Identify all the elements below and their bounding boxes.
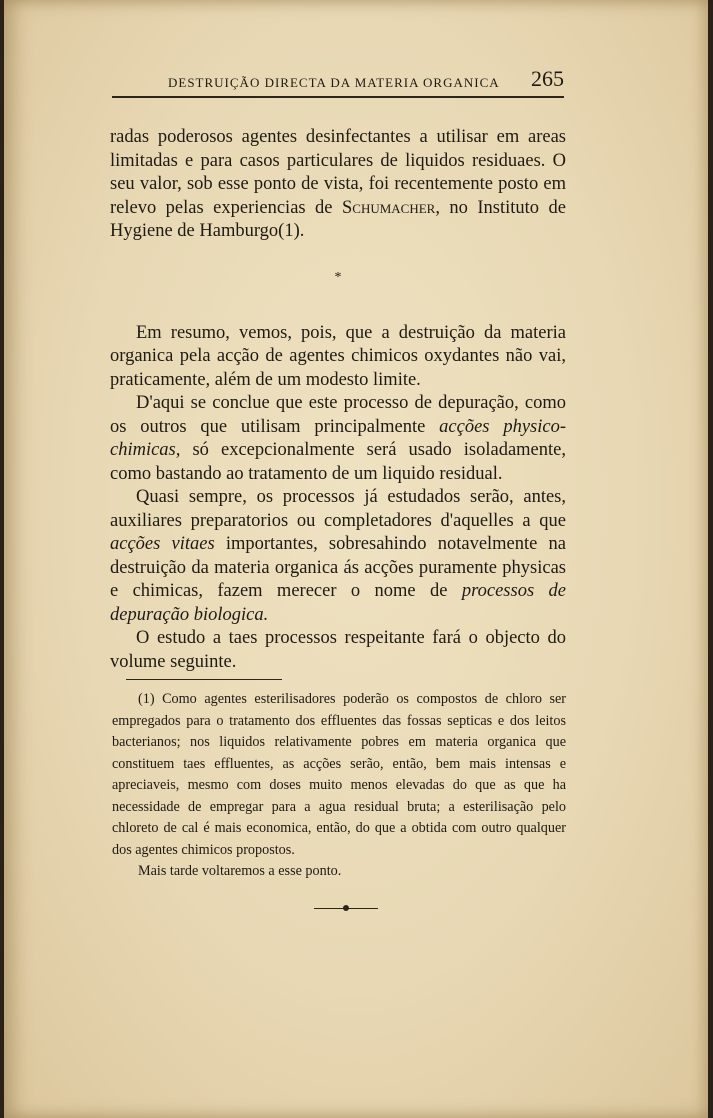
paragraph-text: radas poderosos agentes desinfectantes a utilisar em areas limitadas e para casos particulares de liquidos residuaes. O seu valor, sob esse ponto de vista, foi recentemente posto em relevo pelas experiencias de — [110, 127, 566, 218]
paragraph-conclusion — [110, 392, 566, 486]
paragraph-text: , no Instituto de Hygiene de Hamburgo(1). — [110, 197, 566, 241]
footnote-1: (1) Como agentes esterilisadores poderão os compostos de chloro ser empregados para o tratamento dos effluentes das fossas septicas e dos leitos bacterianos; nos liquidos relativamente pobres em materia organica que constituem taes effluentes, as acções serão, então, bem mais intensas e apreciaveis, mesmo com doses muito menos elevadas do que as que ha necessidade de empregar para a agua residual bruta; a esterilisação pelo chloreto de cal é mais economica, então, do que a obtida com outro qualquer dos agentes chimicos propostos. — [112, 691, 566, 858]
tail-ornament — [314, 903, 378, 913]
paragraph-text: D'aqui se conclue que este processo de depuração, como os outros que utilisam principalmente — [110, 393, 566, 437]
book-page — [4, 0, 708, 1118]
paragraph-next-volume: O estudo a taes processos respeitante fará o objecto do volume seguinte. — [110, 628, 566, 672]
footnote-continuation: Mais tarde voltaremos a esse ponto. — [138, 863, 342, 879]
paragraph-summary: Em resumo, vemos, pois, que a destruição da materia organica pela acção de agentes chimicos oxydantes não vai, praticamente, além de um modesto limite. — [110, 322, 566, 390]
footnote-rule — [126, 679, 282, 680]
page-number: 265 — [531, 66, 564, 91]
italic-term: acções vitaes — [110, 534, 215, 554]
paragraph-continued — [110, 126, 566, 244]
paragraph-text: só excepcionalmente será usado isoladamente, como bastando ao tratamento de um liquido residual. — [110, 440, 566, 484]
ornament-dot — [343, 905, 349, 911]
page-header — [112, 66, 564, 96]
running-title: DESTRUIÇÃO DIRECTA DA MATERIA ORGANICA — [168, 75, 500, 90]
italic-term: processos de depuração biologica. — [110, 581, 566, 625]
paragraph-text: importantes, sobresahindo notavelmente na destruição da materia organica ás acções puramente physicas e chimicas, fazem merecer o nome de — [110, 534, 566, 601]
main-text — [110, 126, 566, 674]
author-name: Schumacher — [341, 197, 436, 218]
footnotes — [112, 689, 566, 883]
paragraph-processes — [110, 486, 566, 627]
paragraph-text: Quasi sempre, os processos já estudados serão, antes, auxiliares preparatorios ou completadores d'aquelles a que — [110, 487, 566, 531]
italic-term: acções physico-chimicas, — [110, 416, 566, 460]
header-rule — [112, 96, 564, 98]
section-asterism: * — [334, 269, 342, 285]
